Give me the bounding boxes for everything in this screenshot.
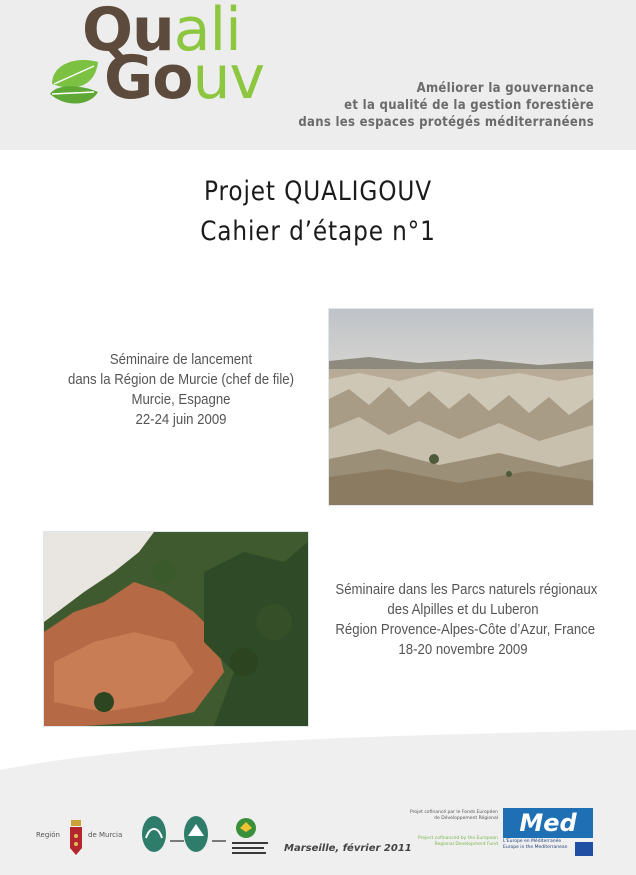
seminar-2-line: des Alpilles et du Luberon (387, 601, 539, 618)
tagline-line: dans les espaces protégés méditerranéens (298, 115, 594, 130)
document-title (0, 172, 636, 252)
seminar-1-line: Murcie, Espagne (131, 391, 231, 408)
seminar-1-caption (40, 350, 322, 430)
seminar-1-line: 22-24 juin 2009 (135, 411, 227, 428)
logo-line-1-brown: Qu (82, 0, 174, 65)
seminar-1-line: dans la Région de Murcie (chef de file) (68, 371, 294, 388)
logo-line-2-green: uv (192, 43, 265, 113)
feder-funding-note (408, 810, 498, 848)
feder-fr-text: Projet cofinancé par le Fonds Européen de Développement Régional (409, 810, 498, 821)
tagline-line: Améliorer la gouvernance (416, 81, 594, 96)
med-subtitle: L'Europe en Méditerranée Europe in the Mediterranean (503, 839, 568, 850)
region-murcia-logo (36, 818, 146, 858)
lpo-bird-logo (230, 816, 270, 860)
parcs-naturels-logos (140, 814, 230, 860)
seminar-2-line: Séminaire dans les Parcs naturels régionaux (335, 581, 598, 598)
logo-line-2 (104, 43, 265, 113)
eu-flag-icon (575, 842, 593, 856)
murcia-left-text: Región (36, 831, 60, 839)
title-line-2: Cahier d’étape n°1 (200, 216, 436, 247)
logo-line-1-green: ali (173, 0, 241, 65)
luberon-ochre-cliff-photo (43, 531, 309, 727)
title-line-1: Projet QUALIGOUV (204, 176, 432, 207)
feder-en-text: Project cofinanced by the European Regional Development Fund (417, 836, 498, 847)
tagline-line: et la qualité de la gestion forestière (344, 98, 594, 113)
seminar-2-line: 18-20 novembre 2009 (398, 641, 528, 658)
logo-line-2-brown: Go (104, 43, 193, 113)
murcia-badlands-photo (328, 308, 594, 506)
seminar-1-line: Séminaire de lancement (109, 351, 253, 368)
med-logo-box: Med (503, 808, 593, 838)
seminar-2-line: Région Provence-Alpes-Côte d’Azur, France (335, 621, 596, 638)
publication-date: Marseille, février 2011 (284, 843, 412, 854)
seminar-2-caption (318, 580, 608, 660)
tagline (264, 80, 594, 131)
med-programme-logo (503, 808, 593, 858)
murcia-right-text: de Murcia (88, 831, 123, 839)
coat-of-arms-icon (69, 820, 83, 856)
